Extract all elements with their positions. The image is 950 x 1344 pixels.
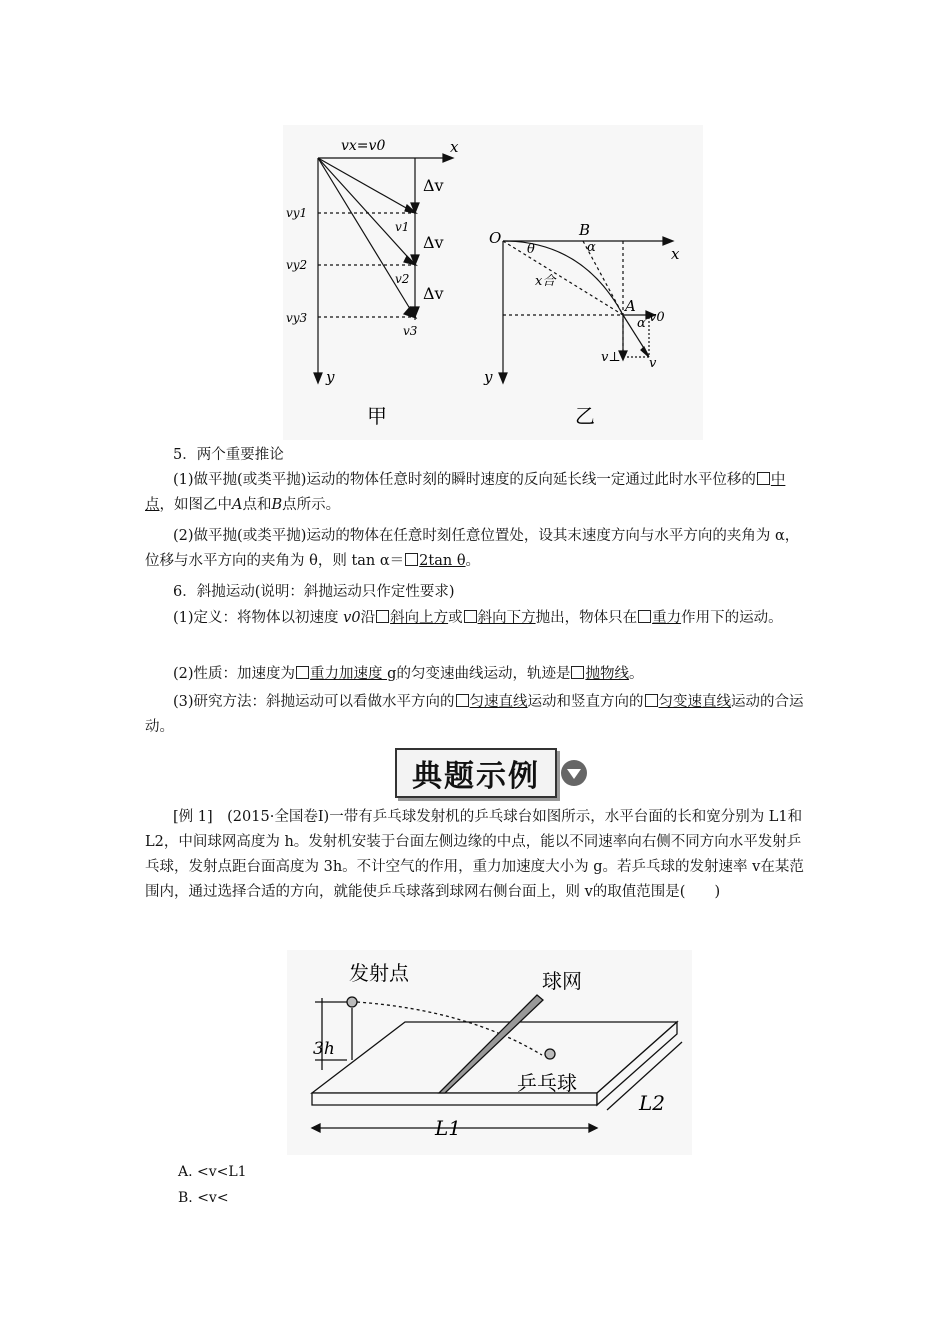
section5-item1 — [145, 468, 810, 518]
section5-heading: 5．两个重要推论 — [173, 447, 284, 463]
s6-n-b: 的匀变速曲线运动，轨迹是 — [396, 666, 571, 682]
answer-box-icon — [456, 694, 469, 707]
label-v2: v2 — [395, 272, 410, 286]
s6-n-c: 。 — [628, 666, 644, 682]
label-O: O — [489, 229, 502, 247]
chevron-down-icon — [561, 760, 587, 786]
s5-p1-b: ，如图乙中 — [159, 497, 232, 513]
answer-downward: 斜向下方 — [477, 610, 536, 626]
label-vx: vx=v0 — [341, 138, 386, 154]
answer-upward: 斜向上方 — [390, 610, 449, 626]
label-B: B — [579, 221, 591, 239]
label-delta-v-1: Δv — [423, 176, 444, 195]
banner-title: 典题示例 — [395, 748, 557, 798]
section6-method — [145, 690, 810, 740]
label-vy1: vy1 — [286, 206, 308, 220]
answer-box-icon — [645, 694, 658, 707]
answer-box-icon — [405, 553, 418, 566]
label-L1: L1 — [435, 1116, 462, 1140]
s6-d-e: 作用下的运动。 — [681, 610, 783, 626]
s6-m-a: (3)研究方法：斜抛运动可以看做水平方向的 — [173, 694, 455, 710]
section6-definition — [145, 606, 810, 631]
label-delta-v-3: Δv — [423, 284, 444, 303]
answer-box-icon — [571, 666, 584, 679]
label-launch-point: 发射点 — [349, 961, 409, 985]
s5-p1-c: 点和 — [242, 497, 272, 513]
s5-p2-b: 。 — [465, 553, 481, 569]
label-theta: θ — [527, 242, 535, 257]
section5-item2 — [145, 524, 810, 574]
example-banner — [395, 748, 595, 798]
answer-box-icon — [376, 610, 389, 623]
answer-g: 重力加速度 g — [310, 666, 397, 682]
label-v: v — [649, 356, 657, 371]
caption-yi: 乙 — [575, 404, 595, 428]
label-y-axis: y — [326, 368, 335, 386]
label-A: A — [625, 297, 636, 315]
label-delta-v-2: Δv — [423, 233, 444, 252]
label-yi-x: x — [671, 245, 680, 263]
s5-p1-B: B — [271, 497, 283, 513]
s6-d-v0: v0 — [343, 610, 361, 626]
label-v3: v3 — [403, 324, 418, 338]
answer-midpoint: 中点 — [145, 472, 786, 513]
s5-p1-a: (1)做平抛(或类平抛)运动的物体任意时刻的瞬时速度的反向延长线一定通过此时水平位移的 — [173, 472, 756, 488]
option-A: A. <v<L1 — [178, 1164, 247, 1180]
label-L2: L2 — [639, 1091, 666, 1115]
s5-p2-a: (2)做平抛(或类平抛)运动的物体在任意时刻任意位置处，设其末速度方向与水平方向的夹角为 α，位移与水平方向的夹角为 θ，则 tan α＝ — [145, 528, 800, 569]
answer-gravity: 重力 — [652, 610, 682, 626]
figure-projectile-velocity — [283, 125, 703, 440]
answer-box-icon — [638, 610, 651, 623]
label-3h: 3h — [313, 1039, 335, 1059]
s6-m-b: 运动和竖直方向的 — [527, 694, 644, 710]
answer-uniform-accel: 匀变速直线 — [658, 694, 732, 710]
answer-box-icon — [464, 610, 477, 623]
s6-m-c: 运动的合运动。 — [145, 694, 804, 735]
answer-box-icon — [757, 472, 770, 485]
label-alpha-A: α — [637, 316, 646, 331]
label-ball: 乒乓球 — [517, 1071, 577, 1095]
caption-jia: 甲 — [367, 404, 387, 428]
label-v-perp: v⊥ — [601, 350, 621, 365]
label-net: 球网 — [542, 969, 582, 993]
answer-uniform: 匀速直线 — [469, 694, 528, 710]
answer-parabola: 抛物线 — [585, 666, 629, 682]
s6-d-d: 抛出，物体只在 — [535, 610, 638, 626]
label-x-axis: x — [450, 138, 459, 156]
s5-p1-d: 点所示。 — [282, 497, 341, 513]
answer-2tan: 2tan θ — [419, 553, 466, 569]
s6-d-a: (1)定义：将物体以初速度 — [173, 610, 344, 626]
label-v0: v0 — [649, 310, 665, 325]
s6-d-b: 沿 — [360, 610, 376, 626]
option-B: B. <v< — [178, 1190, 229, 1206]
s6-d-c: 或 — [448, 610, 463, 626]
label-yi-y: y — [484, 368, 493, 386]
label-vy3: vy3 — [286, 311, 308, 325]
s6-n-a: (2)性质：加速度为 — [173, 666, 296, 682]
section6-heading: 6．斜抛运动(说明：斜抛运动只作定性要求) — [173, 584, 455, 600]
label-x-he: x合 — [535, 274, 556, 289]
label-v1: v1 — [395, 220, 410, 234]
label-vy2: vy2 — [286, 258, 308, 272]
answer-box-icon — [296, 666, 309, 679]
figure-table-tennis — [287, 950, 692, 1155]
label-alpha-B: α — [587, 240, 596, 255]
section6-nature — [145, 662, 810, 687]
example1-text: [例 1] (2015·全国卷Ⅰ)一带有乒乓球发射机的乒乓球台如图所示，水平台面的长和宽分别为 L1和 L2，中间球网高度为 h。发射机安装于台面左侧边缘的中点，能以不同速率向右侧不同方向水平发射乒乓球，发射点距台面高度为 3h。不计空气的作用，重力加速度大小为 g。若乒乓球的发射速率 v在某范围内，通过选择合适的方向，就能使乒乓球落到球网右侧台面上，则 v的取值范围是( ) — [145, 809, 804, 900]
s5-p1-A: A — [232, 497, 243, 513]
